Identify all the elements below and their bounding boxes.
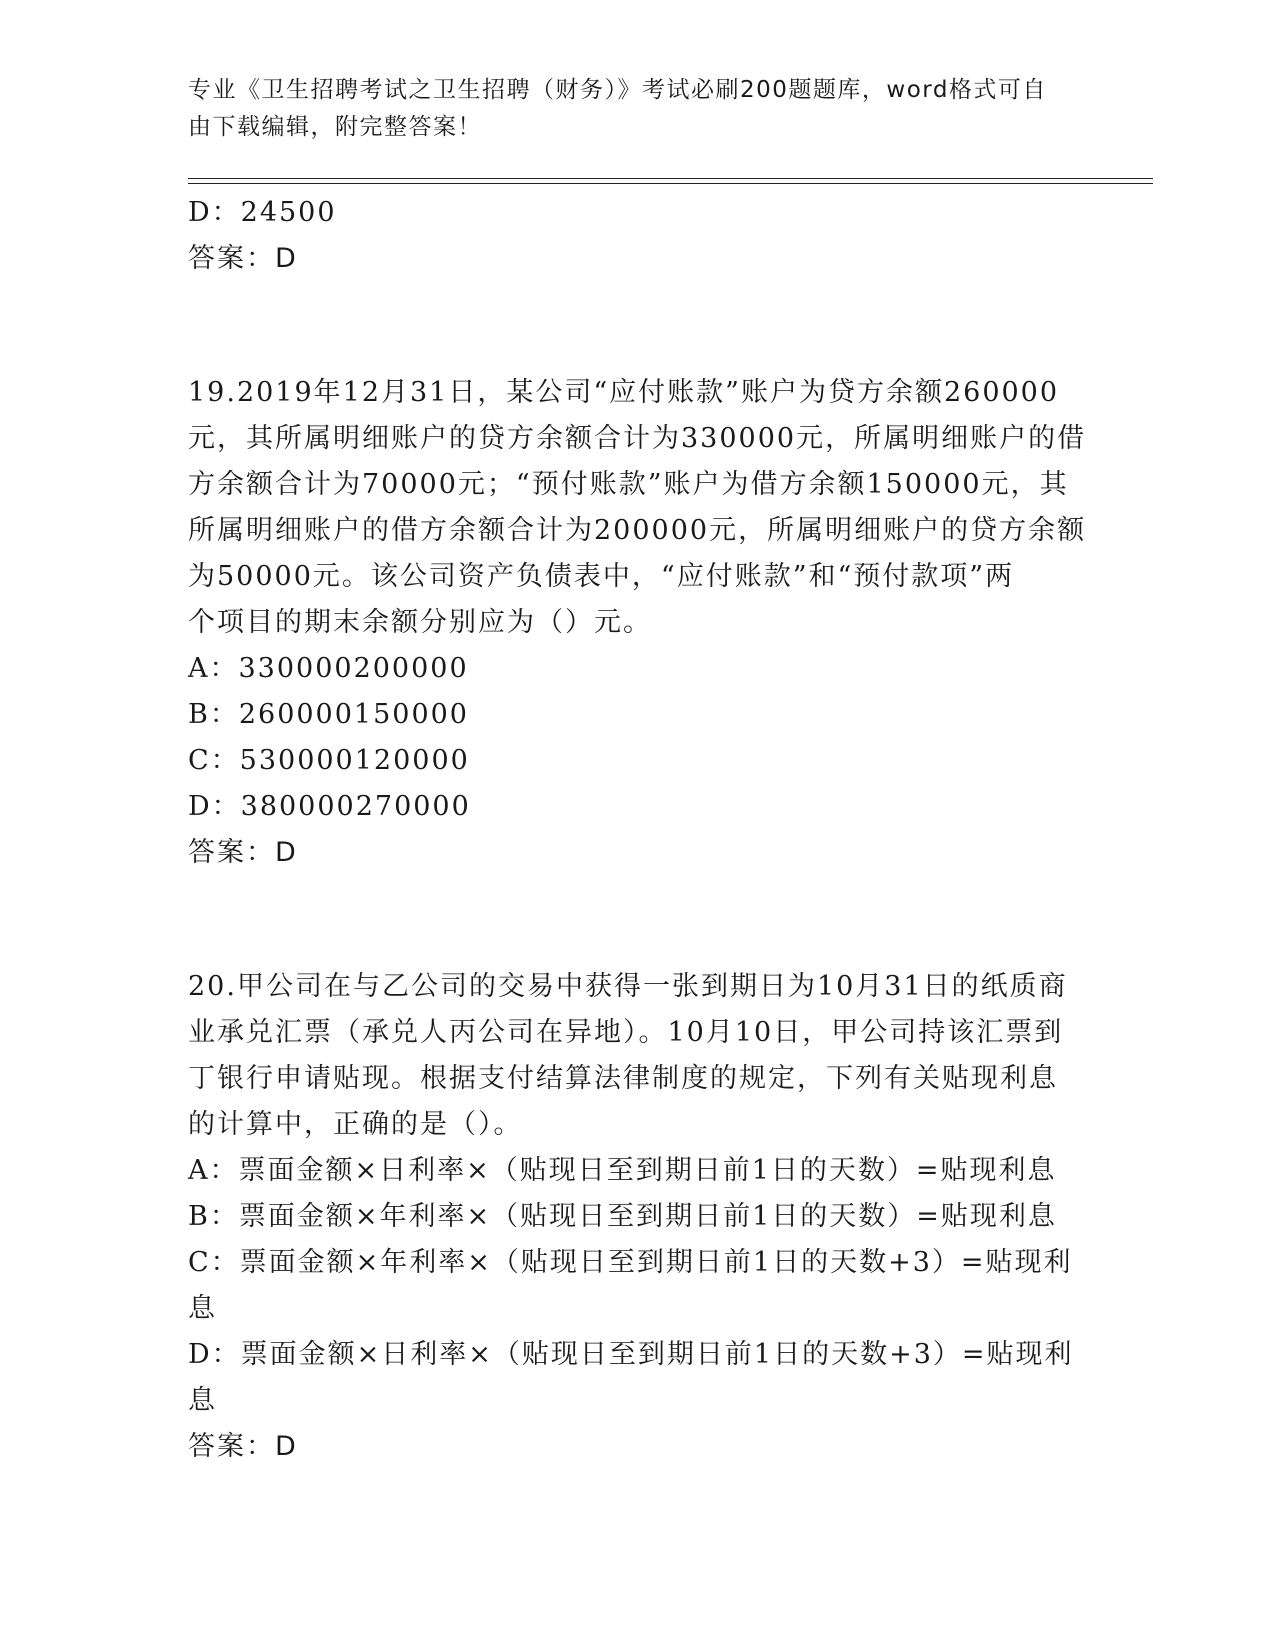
question-line: 20.甲公司在与乙公司的交易中获得一张到期日为10月31日的纸质商 [188,971,1068,1002]
header-divider-bottom [188,183,1153,184]
question-line: 个项目的期末余额分别应为（）元。 [188,607,652,638]
option-d: D：380000270000 [188,791,471,822]
option-a: A：票面金额×日利率×（贴现日至到期日前1日的天数）=贴现利息 [188,1155,1057,1186]
option-d: D：票面金额×日利率×（贴现日至到期日前1日的天数+3）=贴现利 [188,1339,1074,1370]
question-line: 丁银行申请贴现。根据支付结算法律制度的规定，下列有关贴现利息 [188,1063,1058,1094]
header-line-1: 专业《卫生招聘考试之卫生招聘（财务）》考试必刷200题题库，word格式可自 [188,77,1047,103]
spacer [188,876,1088,964]
header-divider-top [188,178,1153,179]
question-line: 元，其所属明细账户的贷方余额合计为330000元，所属明细账户的借 [188,423,1087,454]
previous-question-tail [188,190,1088,282]
option-b: B：票面金额×年利率×（贴现日至到期日前1日的天数）=贴现利息 [188,1201,1057,1232]
document-body [188,190,1088,1470]
answer-line: 答案：D [188,243,298,274]
question-line: 19.2019年12月31日，某公司“应付账款”账户为贷方余额260000 [188,377,1060,408]
question-line: 方余额合计为70000元；“预付账款”账户为借方余额150000元，其 [188,469,1069,500]
option-d: D：24500 [188,197,337,228]
question-line: 为50000元。该公司资产负债表中，“应付账款”和“预付款项”两 [188,561,1015,592]
question-line: 的计算中，正确的是（）。 [188,1109,523,1140]
question-text [188,370,1088,646]
option-c-continued: 息 [188,1293,217,1324]
question-text [188,964,1088,1148]
option-a: A：330000200000 [188,653,469,684]
option-b: B：260000150000 [188,699,469,730]
page-header [188,72,1068,146]
question-line: 所属明细账户的借方余额合计为200000元，所属明细账户的贷方余额 [188,515,1087,546]
answer-line: 答案：D [188,1431,298,1462]
question-19 [188,370,1088,876]
option-c: C：530000120000 [188,745,470,776]
option-d-continued: 息 [188,1385,217,1416]
option-c: C：票面金额×年利率×（贴现日至到期日前1日的天数+3）=贴现利 [188,1247,1073,1278]
spacer [188,282,1088,370]
question-20 [188,964,1088,1470]
question-line: 业承兑汇票（承兑人丙公司在异地）。10月10日，甲公司持该汇票到 [188,1017,1064,1048]
answer-line: 答案：D [188,837,298,868]
header-line-2: 由下载编辑，附完整答案！ [188,114,482,140]
